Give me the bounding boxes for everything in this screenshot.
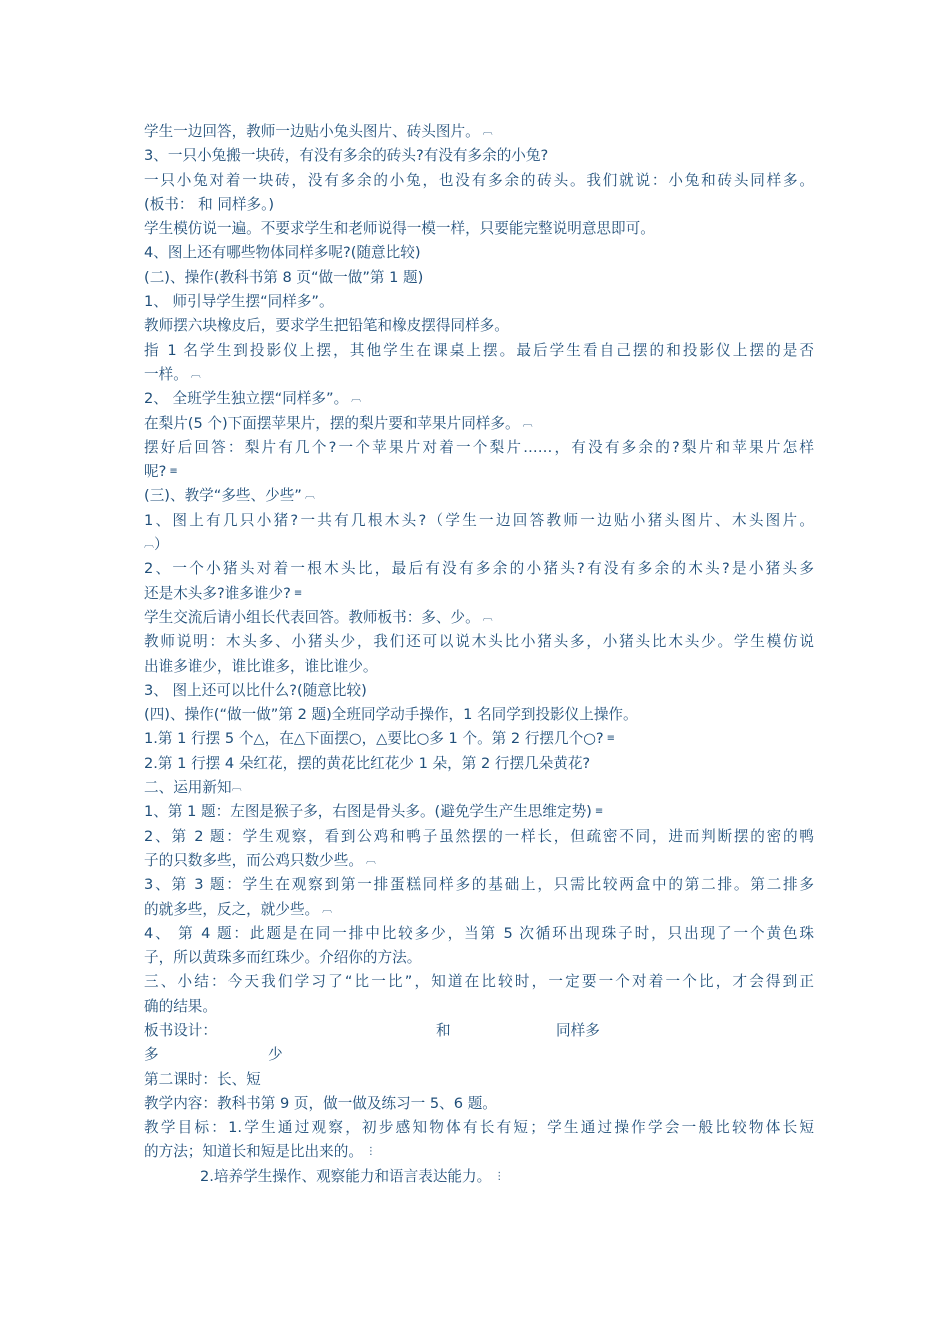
board-he: 和 [436, 1021, 451, 1039]
text-line: 2、第 2 题：学生观察，看到公鸡和鸭子虽然摆的一样长，但疏密不同，进而判断摆的密的鸭 [144, 827, 814, 845]
text-line: 还是木头多?谁多谁少? ≡ [144, 582, 814, 606]
return-mark: ︹ [482, 611, 493, 623]
colon-mark: ⋮ [365, 1146, 376, 1158]
text-line: 的方法；知道长和短是比出来的。 ⋮ [144, 1140, 814, 1164]
text-line: 2、 全班学生独立摆“同样多”。 ︹ [144, 387, 814, 411]
text-line: 教师摆六块橡皮后，要求学生把铅笔和橡皮摆得同样多。 [144, 317, 509, 335]
text-line: 子的只数多些，而公鸡只数少些。 ︹ [144, 849, 814, 873]
text-line: 3、一只小兔搬一块砖，有没有多余的砖头?有没有多余的小兔? [144, 147, 549, 165]
return-mark: ︹ [365, 854, 376, 866]
return-mark: ︹ [482, 126, 493, 137]
text-line: (四)、操作(“做一做”第 2 题)全班同学动手操作，1 名同学到投影仪上操作。 [144, 706, 638, 724]
text-line: 1.第 1 行摆 5 个△，在△下面摆○，△要比○多 1 个。第 2 行摆几个○? ≡ [144, 727, 814, 751]
board-design-row-2 [144, 1043, 814, 1067]
eq-mark: ≡ [293, 587, 303, 599]
colon-mark: ⋮ [494, 1170, 505, 1182]
text-line: 摆好后回答：梨片有几个?一个苹果片对着一个梨片……，有没有多余的?梨片和苹果片怎样 [144, 438, 814, 456]
text-line: 3、第 3 题：学生在观察到第一排蛋糕同样多的基础上，只需比较两盒中的第二排。第二排多 [144, 876, 814, 894]
board-duo: 多 [144, 1046, 159, 1064]
text-line: 出谁多谁少，谁比谁多，谁比谁少。 [144, 657, 378, 675]
board-tong: 同样多 [556, 1021, 600, 1039]
board-label: 板书设计： [144, 1021, 217, 1039]
eq-mark: ≡ [169, 466, 178, 478]
text-line: 二、运用新知︹ [144, 776, 814, 800]
text-line: (板书： 和 同样多。) [144, 195, 275, 213]
text-line: 三、小结：今天我们学习了“比一比”，知道在比较时，一定要一个对着一个比，才会得到正 [144, 973, 814, 991]
text-line: 一只小兔对着一块砖，没有多余的小兔，也没有多余的砖头。我们就说：小兔和砖头同样多。 [144, 171, 814, 189]
text-line: 1、图上有几只小猪?一共有几根木头?（学生一边回答教师一边贴小猪头图片、木头图片。 [144, 511, 814, 529]
text-line: 学生模仿说一遍。不要求学生和老师说得一模一样，只要能完整说明意思即可。 [144, 220, 655, 238]
text-line: 学生交流后请小组长代表回答。教师板书：多、少。 ︹ [144, 606, 814, 630]
document-body [144, 120, 814, 1189]
return-mark: ︹ [322, 903, 333, 915]
return-mark: ︹ [522, 417, 533, 429]
text-line: 2.第 1 行摆 4 朵红花，摆的黄花比红花少 1 朵，第 2 行摆几朵黄花? [144, 754, 591, 772]
text-line: 1、第 1 题：左图是猴子多，右图是骨头多。(避免学生产生思维定势) ≡ [144, 800, 814, 824]
text-line: (二)、操作(教科书第 8 页“做一做”第 1 题) [144, 268, 424, 286]
return-mark: ︹ [351, 393, 362, 405]
text-line: ︹） [144, 533, 814, 557]
text-line: 在梨片(5 个)下面摆苹果片，摆的梨片要和苹果片同样多。 ︹ [144, 412, 814, 436]
text-line: 1、 师引导学生摆“同样多”。 [144, 293, 334, 311]
eq-mark: ≡ [606, 733, 616, 745]
return-mark: ︹ [190, 368, 201, 380]
text-line: 的就多些，反之，就少些。 ︹ [144, 898, 814, 922]
text-line: 2.培养学生操作、观察能力和语言表达能力。 ⋮ [144, 1165, 814, 1189]
text-line: 教学内容：教科书第 9 页，做一做及练习一 5、6 题。 [144, 1094, 497, 1112]
eq-mark: ≡ [594, 806, 604, 818]
board-shao: 少 [268, 1046, 283, 1064]
return-mark: ︹ [144, 539, 154, 551]
text-line: 教师说明：木头多、小猪头少，我们还可以说木头比小猪头多，小猪头比木头少。学生模仿说 [144, 633, 814, 651]
text-line: 第二课时：长、短 [144, 1070, 261, 1088]
text-line: 3、 图上还可以比什么?(随意比较) [144, 681, 367, 699]
return-mark: ︹ [304, 490, 315, 502]
text-line: 教学目标：1.学生通过观察，初步感知物体有长有短；学生通过操作学会一般比较物体长短 [144, 1119, 814, 1137]
text-line: 确的结果。 [144, 997, 217, 1015]
return-mark: ︹ [231, 782, 242, 794]
text-line: 呢? ≡ [144, 460, 814, 484]
text-line: 4、 第 4 题：此题是在同一排中比较多少，当第 5 次循环出现珠子时，只出现了一个黄色珠 [144, 924, 814, 942]
text-line: 一样。 ︹ [144, 363, 814, 387]
text-line: (三)、教学“多些、少些” ︹ [144, 484, 814, 508]
text-line: 学生一边回答，教师一边贴小兔头图片、砖头图片。 ︹ [144, 120, 814, 144]
text-line: 4、图上还有哪些物体同样多呢?(随意比较) [144, 244, 421, 262]
text-line: 子，所以黄珠多而红珠少。介绍你的方法。 [144, 949, 422, 967]
text-line: 2、一个小猪头对着一根木头比，最后有没有多余的小猪头?有没有多余的木头?是小猪头多 [144, 560, 814, 578]
text-line: 指 1 名学生到投影仪上摆，其他学生在课桌上摆。最后学生看自己摆的和投影仪上摆的是否 [144, 341, 814, 359]
board-design-row [144, 1019, 814, 1043]
